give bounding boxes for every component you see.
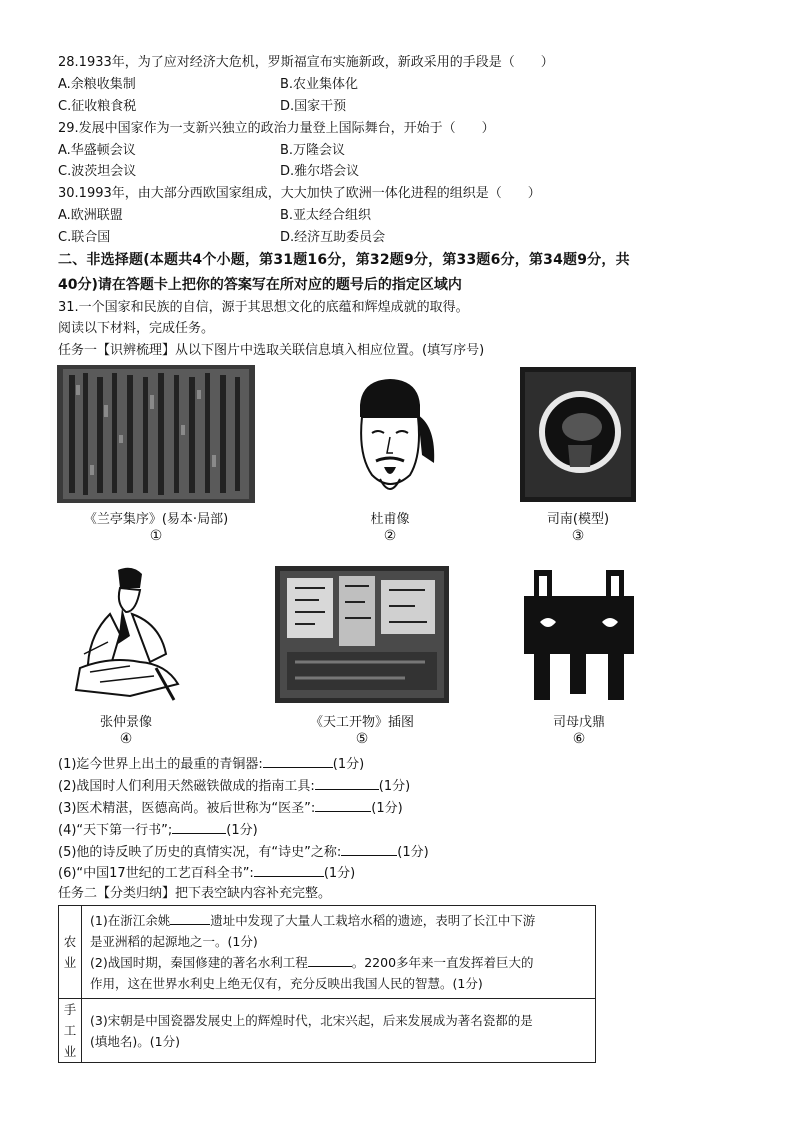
lanting-calligraphy-image — [57, 365, 255, 503]
q31-item-1-text: (1)迄今世界上出土的最重的青铜器: — [58, 757, 263, 772]
figure-6-number: ⑥ — [572, 731, 586, 747]
figure-2-number: ② — [383, 528, 397, 544]
craft-line-1: (3)宋朝是中国瓷器发展史上的辉煌时代，北宋兴起，后来发展成为著名瓷都的是 — [90, 1012, 533, 1028]
answer-blank-5[interactable] — [341, 842, 397, 856]
q28-stem: 28.1933年，为了应对经济大危机，罗斯福宣布实施新政，新政采用的手段是（ ） — [58, 55, 554, 70]
category-char: 工 — [63, 1023, 77, 1038]
q31-task2-heading: 任务二【分类归纳】把下表空缺内容补充完整。 — [58, 886, 332, 901]
category-char: 农 — [63, 934, 77, 949]
simuwu-ding-image — [520, 566, 638, 704]
figure-5-number: ⑤ — [355, 731, 369, 747]
category-handicraft — [59, 999, 82, 1063]
agri-line-3b: 。2200多年来一直发挥着巨大的 — [351, 955, 534, 970]
q31-item-2-score: (1分) — [378, 779, 411, 794]
q29-option-a: A.华盛顿会议 — [58, 143, 136, 158]
table-row-handicraft — [59, 999, 596, 1063]
figure-1-caption: 《兰亭集序》(易本·局部) — [83, 512, 229, 527]
figure-5-caption: 《天工开物》插图 — [309, 715, 414, 730]
q31-item-5-score: (1分) — [397, 845, 429, 860]
answer-blank-1[interactable] — [263, 754, 333, 768]
agri-line-2: 是亚洲稻的起源地之一。(1分) — [90, 934, 258, 949]
q30-option-c: C.联合国 — [58, 230, 111, 245]
figure-2-caption: 杜甫像 — [370, 512, 410, 527]
q31-item-6 — [58, 863, 355, 883]
q28-option-b: B.农业集体化 — [280, 77, 359, 92]
q28-option-d: D.国家干预 — [280, 99, 347, 114]
q29-option-d: D.雅尔塔会议 — [280, 164, 360, 179]
agri-line-3a: (2)战国时期，秦国修建的著名水利工程 — [90, 955, 308, 970]
q31-item-3 — [58, 798, 403, 818]
zhang-zhongjing-portrait-image — [70, 564, 182, 704]
q31-read-instruction: 阅读以下材料，完成任务。 — [58, 321, 215, 336]
answer-blank-project[interactable] — [308, 953, 352, 967]
tiangong-kaiwu-illustration-image — [275, 566, 449, 703]
answer-blank-site[interactable] — [170, 911, 210, 925]
figure-4-number: ④ — [119, 731, 133, 747]
answer-blank-2[interactable] — [315, 776, 379, 790]
q30-stem: 30.1993年，由大部分西欧国家组成，大大加快了欧洲一体化进程的组织是（ ） — [58, 186, 541, 201]
du-fu-portrait-image — [340, 375, 440, 500]
q31-item-5-text: (5)他的诗反映了历史的真情实况，有“诗史”之称: — [58, 845, 342, 860]
handicraft-content — [82, 999, 596, 1063]
q31-intro: 31.一个国家和民族的自信，源于其思想文化的底蕴和辉煌成就的取得。 — [58, 300, 469, 315]
q31-item-3-score: (1分) — [371, 801, 403, 816]
agri-line-4: 作用，这在世界水利史上绝无仅有，充分反映出我国人民的智慧。(1分) — [90, 976, 483, 991]
craft-line-2: (填地名)。(1分) — [90, 1033, 180, 1049]
q31-item-4 — [58, 820, 258, 840]
q31-item-3-text: (3)医术精湛，医德高尚。被后世称为“医圣”: — [58, 801, 316, 816]
q29-option-b: B.万隆会议 — [280, 143, 346, 158]
q29-stem: 29.发展中国家作为一支新兴独立的政治力量登上国际舞台，开始于（ ） — [58, 121, 495, 136]
answer-blank-4[interactable] — [172, 820, 226, 834]
q31-item-1 — [58, 754, 364, 774]
category-char: 业 — [63, 955, 77, 970]
classification-table — [58, 905, 596, 1063]
q31-item-4-score: (1分) — [226, 823, 258, 838]
figure-6-caption: 司母戊鼎 — [552, 715, 605, 730]
category-agriculture — [59, 906, 82, 999]
figure-3-caption: 司南(模型) — [546, 512, 610, 527]
category-char: 业 — [63, 1044, 77, 1059]
q31-item-1-score: (1分) — [332, 757, 365, 772]
q30-option-d: D.经济互助委员会 — [280, 230, 386, 245]
section-2-heading: 二、非选择题(本题共4个小题，第31题16分，第32题9分，第33题6分，第34题9分，共 — [58, 252, 630, 268]
q31-item-6-text: (6)“中国17世纪的工艺百科全书”: — [58, 866, 254, 881]
q31-item-2-text: (2)战国时人们利用天然磁铁做成的指南工具: — [58, 779, 315, 794]
q30-option-b: B.亚太经合组织 — [280, 208, 372, 223]
section-2-heading-cont: 40分)请在答题卡上把你的答案写在所对应的题号后的指定区域内 — [58, 277, 462, 293]
figure-1-number: ① — [149, 528, 163, 544]
q29-option-c: C.波茨坦会议 — [58, 164, 137, 179]
agri-line-1b: 遗址中发现了大量人工栽培水稻的遗迹，表明了长江中下游 — [210, 913, 536, 928]
q28-option-a: A.余粮收集制 — [58, 77, 136, 92]
table-row-agriculture — [59, 906, 596, 999]
q31-item-6-score: (1分) — [323, 866, 356, 881]
agriculture-content — [82, 906, 596, 999]
figure-3-number: ③ — [571, 528, 585, 544]
answer-blank-3[interactable] — [315, 798, 371, 812]
q28-option-c: C.征收粮食税 — [58, 99, 137, 114]
q31-task1-heading: 任务一【识辨梳理】从以下图片中选取关联信息填入相应位置。(填写序号) — [58, 343, 485, 358]
q31-item-5 — [58, 842, 429, 862]
agri-line-1a: (1)在浙江余姚 — [90, 913, 171, 928]
answer-blank-6[interactable] — [254, 863, 324, 877]
category-char: 手 — [63, 1002, 77, 1017]
sinan-model-image — [520, 367, 636, 502]
q31-item-2 — [58, 776, 410, 796]
figure-4-caption: 张仲景像 — [99, 715, 152, 730]
q30-option-a: A.欧洲联盟 — [58, 208, 123, 223]
q31-item-4-text: (4)“天下第一行书”; — [58, 823, 173, 838]
